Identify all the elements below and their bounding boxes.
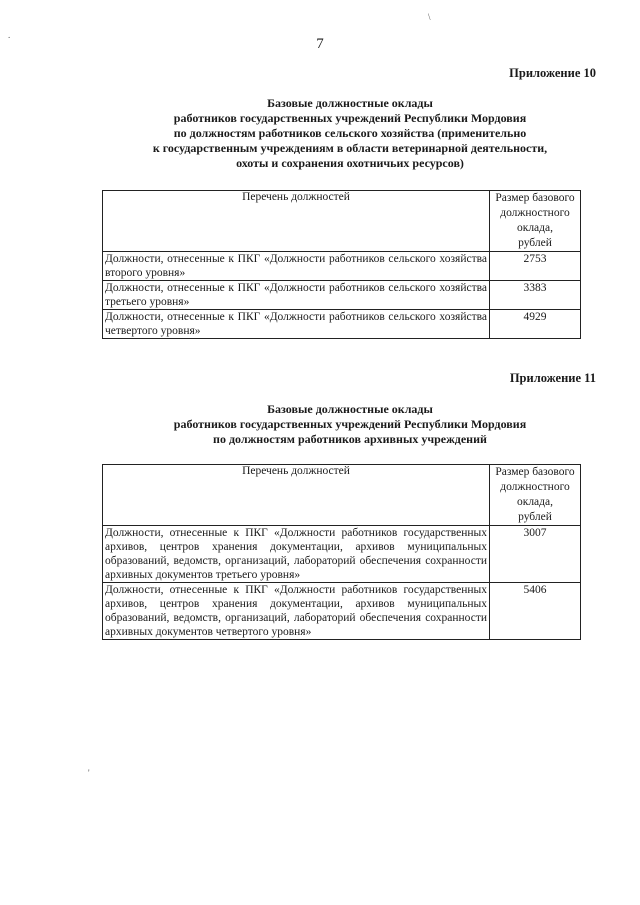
header-salary-line: оклада, <box>516 496 553 508</box>
header-salary-line: рублей <box>518 237 552 249</box>
salary-cell: 2753 <box>490 252 581 281</box>
salary-cell: 5406 <box>490 583 581 640</box>
position-cell: Должности, отнесенные к ПКГ «Должности работников сельского хозяйства третьего уровня» <box>103 281 490 310</box>
table-header-row <box>103 191 581 252</box>
appendix-11-title <box>90 402 610 447</box>
appendix-10-table <box>102 190 581 339</box>
position-cell: Должности, отнесенные к ПКГ «Должности работников государственных архивов, центров хранения документации, архивов муниципальных образований, ведомств, организаций, лабораторий обеспечения сохранности архивных документов четвертого уровня» <box>103 583 490 640</box>
header-salary-line: должностного <box>500 207 570 219</box>
position-cell: Должности, отнесенные к ПКГ «Должности работников государственных архивов, центров хранения документации, архивов муниципальных образований, ведомств, организаций, лабораторий обеспечения сохранности архивных документов третьего уровня» <box>103 526 490 583</box>
header-salary-line: оклада, <box>516 222 553 234</box>
title-line: работников государственных учреждений Республики Мордовия <box>173 111 527 125</box>
scan-speck: ' <box>88 768 90 778</box>
position-cell: Должности, отнесенные к ПКГ «Должности работников сельского хозяйства четвертого уровня» <box>103 310 490 339</box>
scan-speck: \ <box>428 12 431 22</box>
table-row <box>103 252 581 281</box>
table-header-row <box>103 465 581 526</box>
table-row <box>103 310 581 339</box>
header-salary-line: Размер базового <box>495 466 575 478</box>
salary-cell: 3383 <box>490 281 581 310</box>
title-line: к государственным учреждениям в области ветеринарной деятельности, <box>152 141 548 155</box>
appendix-10-title <box>90 96 610 171</box>
table-row <box>103 583 581 640</box>
title-line: по должностям работников сельского хозяйства (применительно <box>173 126 527 140</box>
salary-cell: 3007 <box>490 526 581 583</box>
title-line: Базовые должностные оклады <box>267 402 433 416</box>
title-line: по должностям работников архивных учреждений <box>213 432 487 446</box>
table-row <box>103 526 581 583</box>
header-positions: Перечень должностей <box>103 465 490 526</box>
header-salary <box>490 191 581 252</box>
header-salary-line: Размер базового <box>495 192 575 204</box>
header-salary-line: должностного <box>500 481 570 493</box>
title-line: работников государственных учреждений Республики Мордовия <box>173 417 527 431</box>
scan-speck: . <box>8 30 11 40</box>
position-cell: Должности, отнесенные к ПКГ «Должности работников сельского хозяйства второго уровня» <box>103 252 490 281</box>
title-line: Базовые должностные оклады <box>267 96 433 110</box>
appendix-11-table <box>102 464 581 640</box>
appendix-11-label: Приложение 11 <box>509 371 596 385</box>
table-row <box>103 281 581 310</box>
header-salary <box>490 465 581 526</box>
appendix-10-label: Приложение 10 <box>509 66 596 80</box>
header-salary-line: рублей <box>518 511 552 523</box>
header-positions: Перечень должностей <box>103 191 490 252</box>
salary-cell: 4929 <box>490 310 581 339</box>
title-line: охоты и сохранения охотничьих ресурсов) <box>236 156 464 170</box>
page-number: 7 <box>316 36 324 52</box>
